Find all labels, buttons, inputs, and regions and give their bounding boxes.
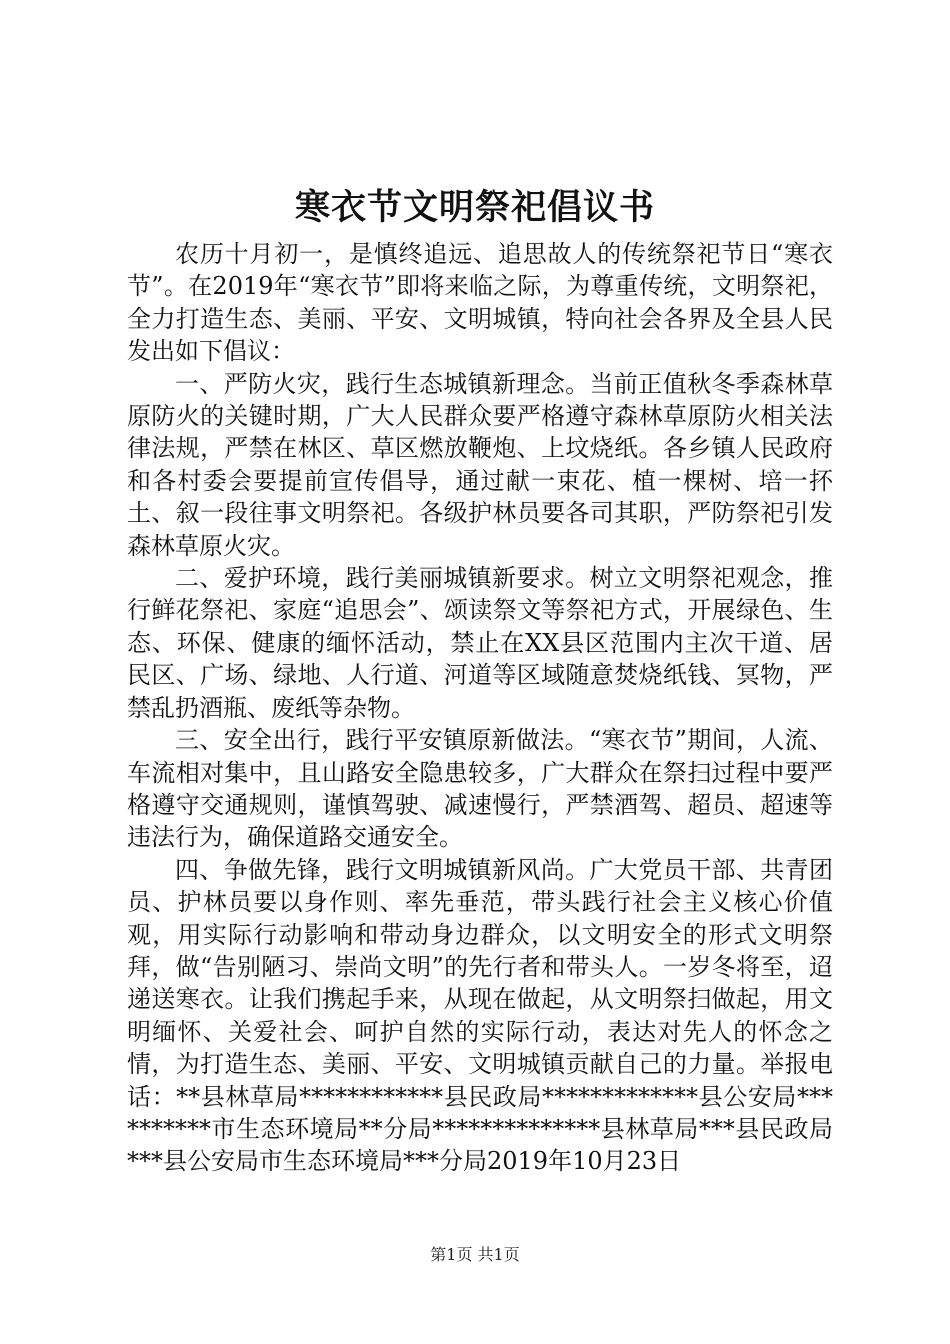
- document-body: [127, 238, 833, 1178]
- proposal-4-paragraph: 四、争做先锋，践行文明城镇新风尚。广大党员干部、共青团员、护林员要以身作则、率先垂范，带头践行社会主义核心价值观，用实际行动影响和带动身边群众，以文明安全的形式文明祭拜，做“告别陋习、崇尚文明”的先行者和带头人。一岁冬将至，迢递送寒衣。让我们携起手来，从现在做起，从文明祭扫做起，用文明缅怀、关爱社会、呵护自然的实际行动，表达对先人的怀念之情，为打造生态、美丽、平安、文明城镇贡献自己的力量。举报电话：**县林草局************县民政局*************县公安局**********市生态环境局**分局**************县林草局***县民政局***县公安局市生态环境局***分局2019年10月23日: [127, 855, 833, 1176]
- page-footer: 第1页 共1页: [430, 1245, 520, 1264]
- intro-paragraph: 农历十月初一，是慎终追远、追思故人的传统祭祀节日“寒衣节”。在2019年“寒衣节”即将来临之际，为尊重传统，文明祭祀，全力打造生态、美丽、平安、文明城镇，特向社会各界及全县人民发出如下倡议：: [127, 240, 833, 366]
- document-title: 寒衣节文明祭祀倡议书: [294, 187, 655, 228]
- proposal-1-paragraph: 一、严防火灾，践行生态城镇新理念。当前正值秋冬季森林草原防火的关键时期，广大人民群众要严格遵守森林草原防火相关法律法规，严禁在林区、草区燃放鞭炮、上坟烧纸。各乡镇人民政府和各村委会要提前宣传倡导，通过献一束花、植一棵树、培一抔土、叙一段往事文明祭祀。各级护林员要各司其职，严防祭祀引发森林草原火灾。: [127, 369, 833, 560]
- proposal-3-paragraph: 三、安全出行，践行平安镇原新做法。“寒衣节”期间，人流、车流相对集中，且山路安全隐患较多，广大群众在祭扫过程中要严格遵守交通规则，谨慎驾驶、减速慢行，严禁酒驾、超员、超速等违法行为，确保道路交通安全。: [127, 726, 833, 852]
- proposal-2-paragraph: 二、爱护环境，践行美丽城镇新要求。树立文明祭祀观念，推行鲜花祭祀、家庭“追思会”、颂读祭文等祭祀方式，开展绿色、生态、环保、健康的缅怀活动，禁止在XX县区范围内主次干道、居民区、广场、绿地、人行道、河道等区域随意焚烧纸钱、冥物，严禁乱扔酒瓶、废纸等杂物。: [127, 564, 833, 722]
